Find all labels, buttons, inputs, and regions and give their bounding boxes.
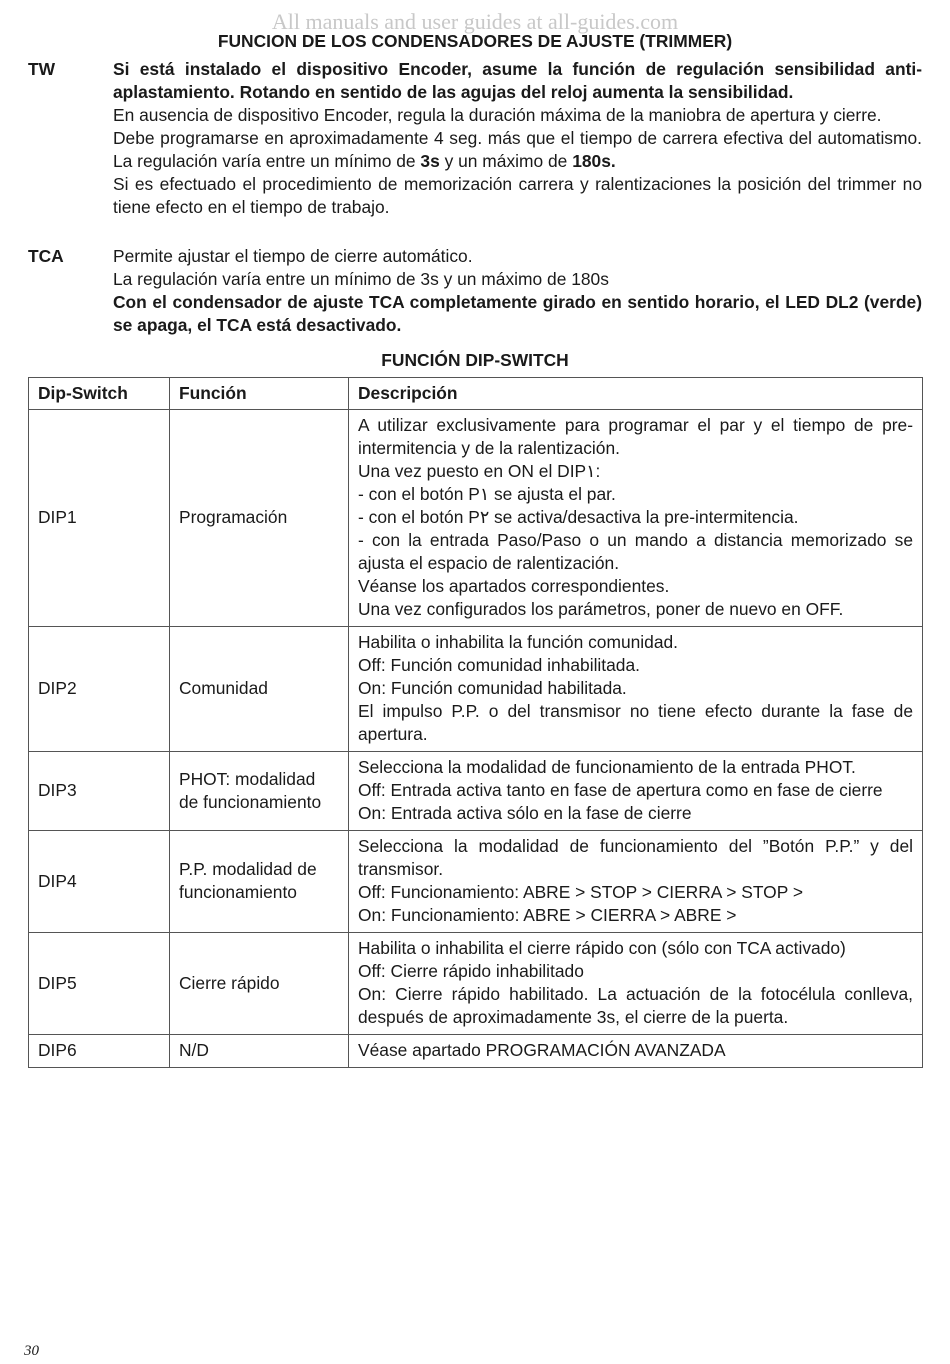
description-line: - con el botón P١ se ajusta el par.: [358, 484, 616, 504]
description-cell: [349, 752, 923, 831]
dip-cell: DIP3: [29, 752, 170, 831]
description-cell: [349, 627, 923, 752]
description-line: Véanse los apartados correspondientes.: [358, 576, 670, 596]
function-cell: Comunidad: [170, 627, 349, 752]
description-line: On: Funcionamiento: ABRE > CIERRA > ABRE >: [358, 905, 737, 925]
table-row: [29, 831, 923, 933]
description-line: On: Cierre rápido habilitado. La actuación de la fotocélula conlleva, después de aproximadamente 3s, el cierre de la puerta.: [358, 984, 913, 1027]
description-line: - con el botón P٢ se activa/desactiva la pre-intermitencia.: [358, 507, 799, 527]
function-cell: PHOT: modalidad de funcionamiento: [170, 752, 349, 831]
tca-bold-text: Con el condensador de ajuste TCA completamente girado en sentido horario, el LED DL2 (verde) se apaga, el TCA está desactivado.: [113, 292, 922, 335]
description-line: Off: Funcionamiento: ABRE > STOP > CIERRA > STOP >: [358, 882, 803, 902]
text: 3s: [420, 151, 440, 171]
header-dip-switch: Dip-Switch: [29, 378, 170, 410]
table-row: [29, 627, 923, 752]
description-line: Off: Entrada activa tanto en fase de apertura como en fase de cierre: [358, 780, 883, 800]
description-line: Una vez configurados los parámetros, poner de nuevo en OFF.: [358, 599, 844, 619]
tw-paragraph-1: En ausencia de dispositivo Encoder, regula la duración máxima de la maniobra de apertura y cierre.: [113, 105, 882, 125]
dip-switch-title: FUNCIÓN DIP-SWITCH: [381, 350, 569, 370]
description-cell: [349, 410, 923, 627]
tw-section: [28, 58, 922, 219]
description-line: Selecciona la modalidad de funcionamiento de la entrada PHOT.: [358, 757, 856, 777]
function-cell: P.P. modalidad de funcionamiento: [170, 831, 349, 933]
table-header-row: [29, 378, 923, 410]
dip-cell: DIP1: [29, 410, 170, 627]
tw-paragraph-3: Si es efectuado el procedimiento de memorización carrera y ralentizaciones la posición del trimmer no tiene efecto en el tiempo de trabajo.: [113, 174, 922, 217]
dip-cell: DIP4: [29, 831, 170, 933]
tca-section: [28, 245, 922, 337]
description-line: On: Función comunidad habilitada.: [358, 678, 627, 698]
dip-cell: DIP2: [29, 627, 170, 752]
dip-cell: DIP5: [29, 933, 170, 1035]
description-line: Habilita o inhabilita la función comunidad.: [358, 632, 678, 652]
section-title: FUNCION DE LOS CONDENSADORES DE AJUSTE (TRIMMER): [217, 31, 733, 51]
description-line: Off: Función comunidad inhabilitada.: [358, 655, 640, 675]
page-number: 30: [24, 1343, 39, 1359]
table-row: [29, 1035, 923, 1068]
text: y un máximo de: [439, 151, 573, 171]
tca-paragraph-1: Permite ajustar el tiempo de cierre automático.: [113, 246, 473, 266]
description-line: - con la entrada Paso/Paso o un mando a distancia memorizado se ajusta el espacio de ralentización.: [358, 530, 913, 573]
description-cell: [349, 831, 923, 933]
dip-cell: DIP6: [29, 1035, 170, 1068]
description-cell: [349, 1035, 923, 1068]
description-cell: [349, 933, 923, 1035]
function-cell: Cierre rápido: [170, 933, 349, 1035]
description-line: Off: Cierre rápido inhabilitado: [358, 961, 584, 981]
tw-bold-text: Si está instalado el dispositivo Encoder, asume la función de regulación sensibilidad anti-aplastamiento. Rotando en sentido de las agujas del reloj aumenta la sensibilidad.: [113, 59, 922, 102]
description-line: Véase apartado PROGRAMACIÓN AVANZADA: [358, 1040, 726, 1060]
header-funcion: Función: [170, 378, 349, 410]
description-line: Una vez puesto en ON el DIP١:: [358, 461, 601, 481]
tw-paragraph-2: [113, 127, 922, 173]
description-line: Selecciona la modalidad de funcionamiento del ”Botón P.P.” y del transmisor.: [358, 836, 913, 879]
text: 180s.: [572, 151, 616, 171]
tca-paragraph-2: La regulación varía entre un mínimo de 3s y un máximo de 180s: [113, 269, 609, 289]
description-line: A utilizar exclusivamente para programar el par y el tiempo de pre-intermitencia y de la ralentización.: [358, 415, 913, 458]
dip-switch-table: [28, 377, 923, 1068]
description-line: Habilita o inhabilita el cierre rápido con (sólo con TCA activado): [358, 938, 846, 958]
text: Debe programarse en aproximadamente 4 seg. más que el tiempo de carrera efectiva del automatismo. La regulación varía entre un mínimo de: [113, 128, 922, 171]
table-row: [29, 933, 923, 1035]
function-cell: Programación: [170, 410, 349, 627]
tw-label: TW: [28, 59, 56, 79]
tca-label: TCA: [28, 246, 64, 266]
table-row: [29, 752, 923, 831]
watermark: All manuals and user guides at all-guides.com: [271, 9, 679, 34]
table-row: [29, 410, 923, 627]
function-cell: N/D: [170, 1035, 349, 1068]
header-descripcion: Descripción: [349, 378, 923, 410]
description-line: El impulso P.P. o del transmisor no tiene efecto durante la fase de apertura.: [358, 701, 913, 744]
description-line: On: Entrada activa sólo en la fase de cierre: [358, 803, 692, 823]
